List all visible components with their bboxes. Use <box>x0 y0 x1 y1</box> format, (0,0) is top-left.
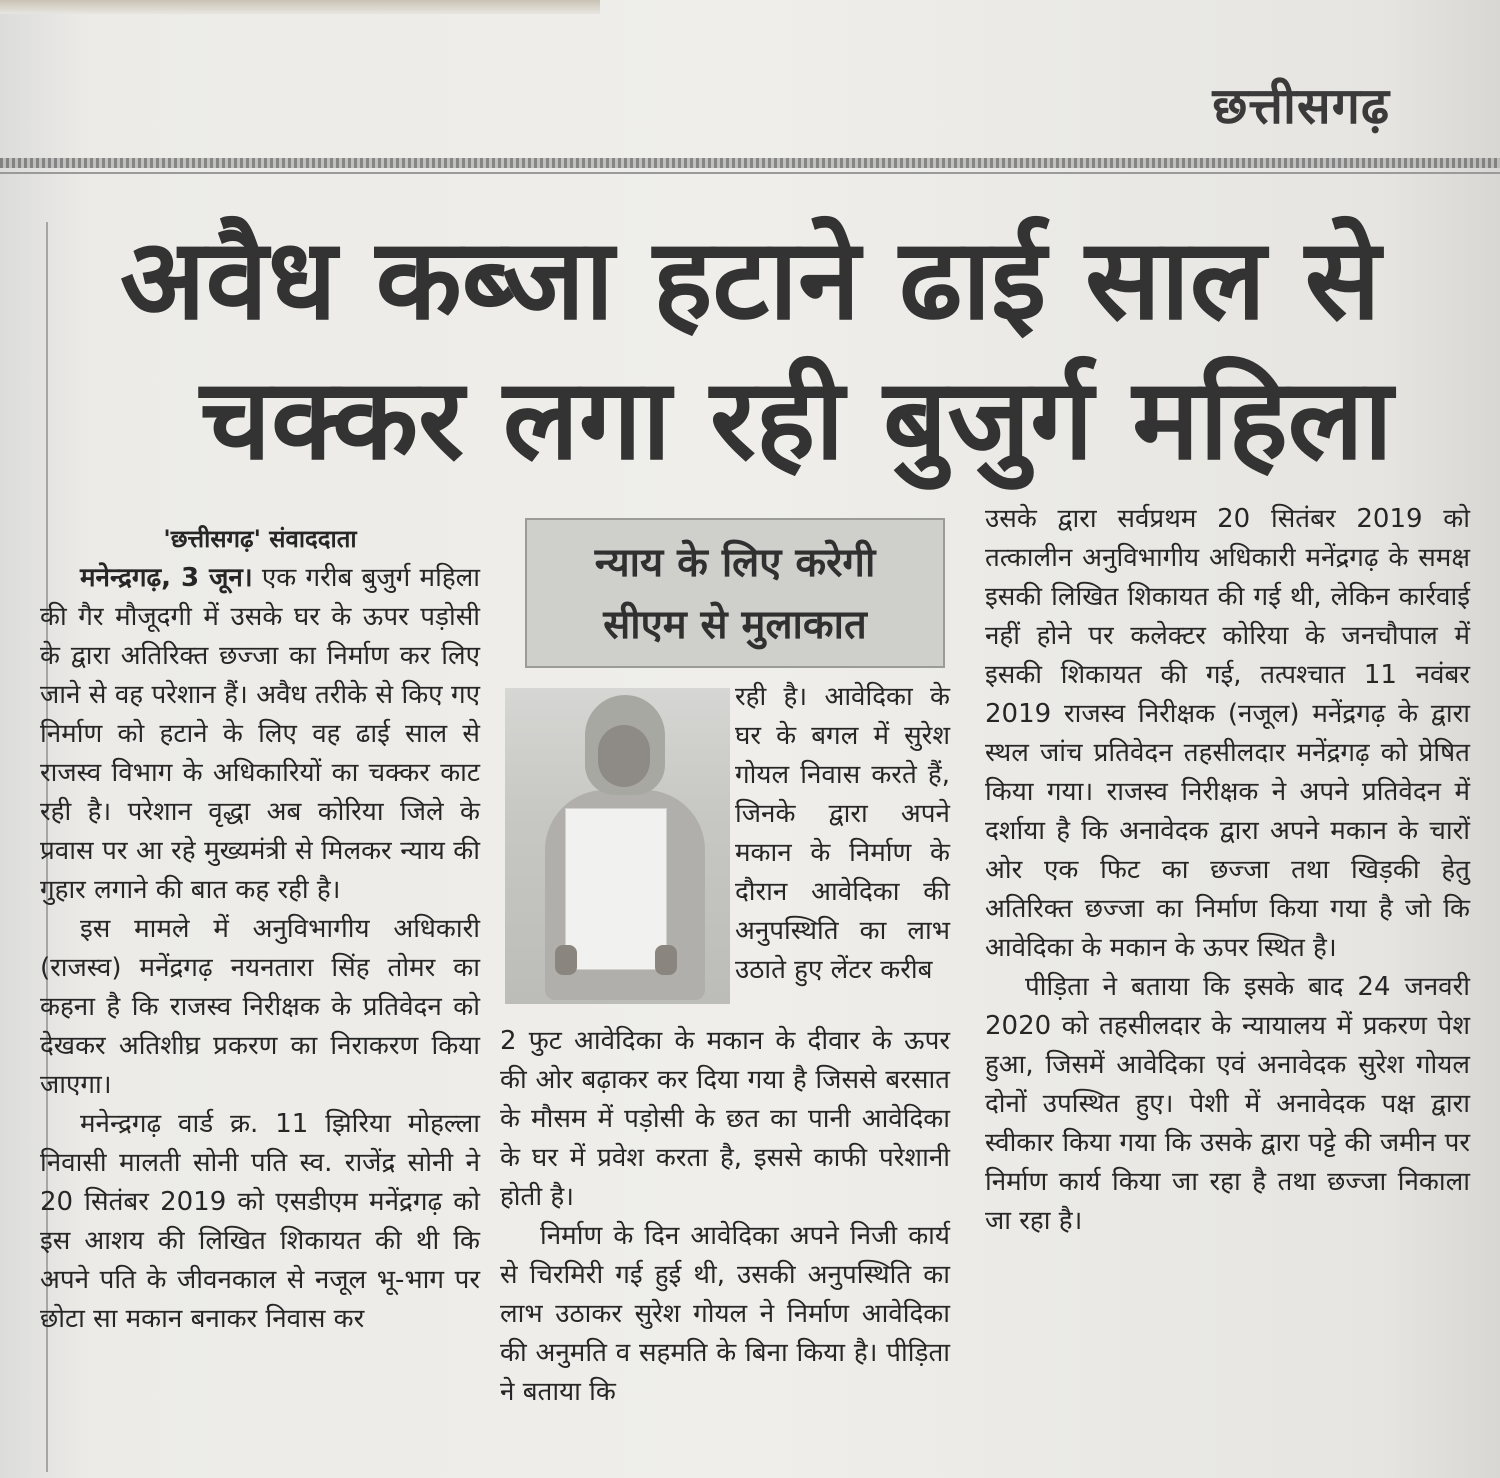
headline-line-2: चक्कर लगा रही बुजुर्ग महिला <box>200 355 1393 485</box>
photo-right-hand <box>655 945 677 975</box>
paragraph-7: पीड़िता ने बताया कि इसके बाद 24 जनवरी 2020 को तहसीलदार के न्यायालय में प्रकरण पेश हुआ, जिसमें आवेदिका एवं अनावेदक सुरेश गोयल दोनों उपस्थित हुए। पेशी में अनावेदक पक्ष द्वारा स्वीकार किया गया कि उसके द्वारा पट्टे की जमीन पर निर्माण कार्य किया जा रहा है तथा छज्जा निकाला जा रहा है। <box>985 972 1470 1236</box>
headline-line-1: अवैध कब्जा हटाने ढाई साल से <box>120 215 1381 345</box>
paragraph-4a: रही है। आवेदिका के घर के बगल में सुरेश गोयल निवास करते हैं, जिनके द्वारा अपने मकान के निर्माण के दौरान आवेदिका की अनुपस्थिति का लाभ उठाते हुए लेंटर करीब <box>735 682 950 985</box>
photo-held-document <box>565 808 667 970</box>
paragraph-2: इस मामले में अनुविभागीय अधिकारी (राजस्व) मनेंद्रगढ़ नयनतारा सिंह तोमर का कहना है कि राजस्व निरीक्षक के प्रतिवेदन को देखकर अतिशीघ्र प्रकरण का निराकरण किया जाएगा। <box>40 914 480 1100</box>
subhead-line-1: न्याय के लिए करेगी <box>594 540 876 586</box>
photo-figure-face <box>598 725 650 787</box>
paragraph-4b: 2 फुट आवेदिका के मकान के दीवार के ऊपर की ओर बढ़ाकर कर दिया गया है जिससे बरसात के मौसम में पड़ोसी के छत का पानी आवेदिका के घर में प्रवेश करता है, इससे काफी परेशानी होती है। <box>500 1026 950 1212</box>
section-rule <box>0 158 1500 168</box>
paper-fold <box>0 0 600 14</box>
article-column-2-bottom <box>500 1022 950 1412</box>
article-column-2-top <box>735 678 950 990</box>
byline: 'छत्तीसगढ़' संवाददाता <box>163 525 357 553</box>
dateline: मनेन्द्रगढ़, 3 जून। <box>80 563 253 593</box>
subhead-line-2: सीएम से मुलाकात <box>603 602 867 648</box>
headline <box>120 210 1420 490</box>
paragraph-3: मनेन्द्रगढ़ वार्ड क्र. 11 झिरिया मोहल्ला निवासी मालती सोनी पति स्व. राजेंद्र सोनी ने 20 सितंबर 2019 को एसडीएम मनेंद्रगढ़ को इस आशय की लिखित शिकायत की थी कि अपने पति के जीवनकाल से नजूल भू-भाग पर छोटा सा मकान बनाकर निवास कर <box>40 1109 480 1334</box>
article-column-3 <box>985 500 1470 1241</box>
section-header: छत्तीसगढ़ <box>1212 77 1390 135</box>
subhead-box <box>525 518 945 668</box>
paragraph-1 <box>40 559 480 910</box>
paragraph-6: उसके द्वारा सर्वप्रथम 20 सितंबर 2019 को तत्कालीन अनुविभागीय अधिकारी मनेंद्रगढ़ के समक्ष इसकी लिखित शिकायत की गई थी, लेकिन कार्रवाई नहीं होने पर कलेक्टर कोरिया के जनचौपाल में इसकी शिकायत की गई, तत्पश्चात 11 नवंबर 2019 राजस्व निरीक्षक (नजूल) मनेंद्रगढ़ के द्वारा स्थल जांच प्रतिवेदन तहसीलदार मनेंद्रगढ़ को प्रेषित किया गया। राजस्व निरीक्षक ने अपने प्रतिवेदन में दर्शाया है कि अनावेदक द्वारा अपने मकान के चारों ओर एक फिट का छज्जा तथा खिड़की हेतु अतिरिक्त छज्जा का निर्माण किया गया है जो कि आवेदिका के मकान के ऊपर स्थित है। <box>985 504 1470 963</box>
article-column-1 <box>40 520 480 1339</box>
photo-left-hand <box>555 945 577 975</box>
section-rule-thin <box>0 172 1500 174</box>
paragraph-1-text: एक गरीब बुजुर्ग महिला की गैर मौजूदगी में उसके घर के ऊपर पड़ोसी के द्वारा अतिरिक्त छज्जा का निर्माण कर लिए जाने से वह परेशान हैं। अवैध तरीके से किए गए निर्माण को हटाने के लिए वह ढाई साल से राजस्व विभाग के अधिकारियों का चक्कर काट रही है। परेशान वृद्धा अब कोरिया जिले के प्रवास पर आ रहे मुख्यमंत्री से मिलकर न्याय की गुहार लगाने की बात कह रही है। <box>40 563 480 905</box>
paragraph-5: निर्माण के दिन आवेदिका अपने निजी कार्य से चिरमिरी गई हुई थी, उसकी अनुपस्थिति का लाभ उठाकर सुरेश गोयल ने निर्माण आवेदिका की अनुमति व सहमति के बिना किया है। पीड़िता ने बताया कि <box>500 1221 950 1407</box>
